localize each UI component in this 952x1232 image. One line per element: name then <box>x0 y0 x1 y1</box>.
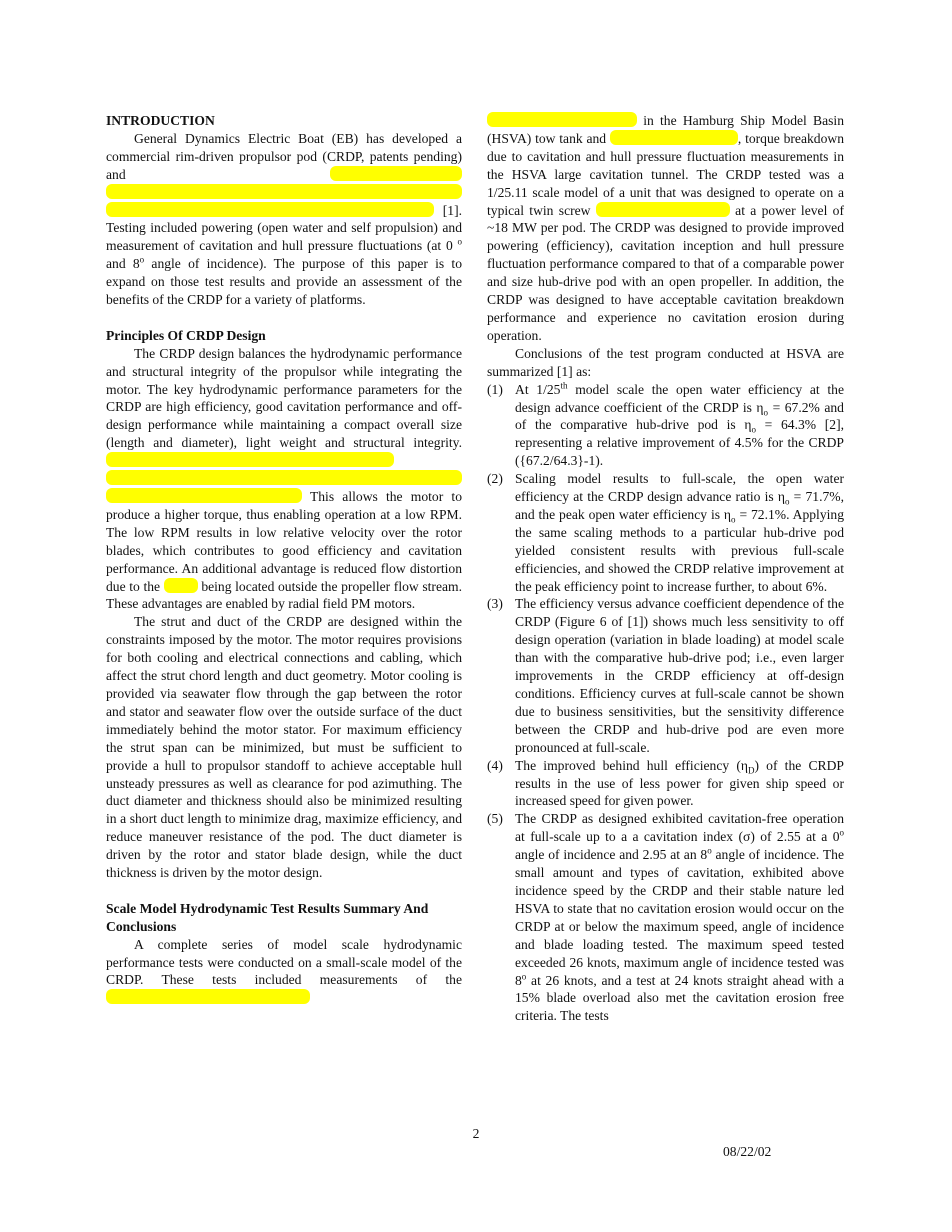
left-column <box>106 112 462 1007</box>
redaction-highlight <box>106 184 462 199</box>
conclusions-intro: Conclusions of the test program conducted at HSVA are summarized [1] as: <box>487 345 844 379</box>
introduction-heading: INTRODUCTION <box>106 113 215 128</box>
principles-paragraph-2: The strut and duct of the CRDP are designed within the constraints imposed by the motor. The motor requires provisions for both cooling and electrical connections and cabling, which affect the strut chord length and duct geometry. Motor cooling is provided via seawater flow through the gap between the rotor and stator and seawater flow over the outside surface of the duct immediately behind the motor stator. For maximum efficiency the strut span can be minimized, but must be sufficient to provide a hull to propulsor standoff to achieve acceptable hull unsteady pressures as well as clearance for pod azimuthing. The duct diameter and thickness should also be minimized resulting in a short duct length to minimize drag, maximize efficiency, and reduce maneuver resistance of the pod. The duct diameter is driven by the rotor and stator blade design, while the duct thickness is driven by the motor design. <box>106 614 462 881</box>
scale-model-heading: Scale Model Hydrodynamic Test Results Summary And Conclusions <box>106 900 429 934</box>
redaction-highlight <box>106 452 394 467</box>
conclusions-list <box>487 381 844 1026</box>
list-item: (3) The efficiency versus advance coefficient dependence of the CRDP (Figure 6 of [1]) shows much less sensitivity to off design operation (variation in blade loading) at model scale than with the comparative hub-drive pod; i.e., even larger improvements in the CRDP efficiency at off-design conditions. Efficiency curves at full-scale cannot be shown due to business sensitivities, but the sensitivity difference between the CRDP and hub-drive pod are even more pronounced at full-scale. <box>487 596 844 755</box>
redaction-highlight <box>487 112 637 127</box>
redaction-highlight <box>106 202 434 217</box>
redaction-highlight <box>596 202 730 217</box>
document-date: 08/22/02 <box>723 1144 772 1159</box>
page-number: 2 <box>472 1126 480 1141</box>
right-column <box>487 112 844 1025</box>
redaction-highlight <box>164 578 198 593</box>
introduction-paragraph: General Dynamics Electric Boat (EB) has developed a commercial rim-driven propulsor pod (CRDP, patents pending) and [1]. Testing included powering (open water and self propulsion) and measurement of cavitation and hull pressure fluctuations (at 0 $^o$ and 8$^o$ angle of incidence). The purpose of this paper is to expand on those test results and provide an assessment of the benefits of the CRDP for a variety of platforms. <box>106 130 462 308</box>
redaction-highlight <box>106 470 462 485</box>
list-item: (1) At 1/25th model scale the open water efficiency at the design advance coefficient of the CRDP is $\eta_o = 67.2\%$ and of the comparative hub-drive pod is $\eta_o = 64.3\%$ [2], representing a relative improvement of 4.5% for the CRDP ({67.2/64.3}-1). <box>487 380 845 469</box>
list-item: (2) Scaling model results to full-scale, the open water efficiency at the CRDP design advance ratio is $\eta_o = 71.7\%$, and the peak open water efficiency is $\eta_o = 72.1\%$. Applying the same scaling methods to a particular hub-drive pod yielded consistent results with previous full-scale efficiencies, and showed the CRDP relative improvement at the peak efficiency point to increase further, to about 6%. <box>487 471 845 594</box>
redaction-highlight <box>330 166 462 181</box>
principles-heading: Principles Of CRDP Design <box>106 327 266 343</box>
test-description-paragraph: in the Hamburg Ship Model Basin (HSVA) tow tank and , torque breakdown due to cavitation and hull pressure fluctuation measurements in the HSVA large cavitation tunnel. The CRDP tested was a 1/25.11 scale model of a unit that was designed to operate on a typical twin screw at a power level of ~18 MW per pod. The CRDP was designed to provide improved powering (efficiency), cavitation inception and hull pressure fluctuation performance compared to that of a comparable power and size hub-drive pod with an open propeller. In addition, the CRDP was designed to have acceptable cavitation breakdown performance and experience no cavitation erosion during operation. <box>487 113 845 343</box>
list-item: (4) The improved behind hull efficiency $(\eta_D)$ of the CRDP results in the use of less power for given ship speed or increased speed for given power. <box>487 757 844 809</box>
principles-paragraph-1: The CRDP design balances the hydrodynamic performance and structural integrity of the propulsor while integrating the motor. The key hydrodynamic performance parameters for the CRDP are high efficiency, good cavitation performance and off-design performance while maintaining a compact overall size (length and diameter), light weight and structural integrity. This allows the motor to produce a higher torque, thus enabling operation at a low RPM. The low RPM results in low relative velocity over the rotor blades, which contributes to good efficiency and cavitation performance. An additional advantage is reduced flow distortion due to the being located outside the propeller flow stream. These advantages are enabled by radial field PM motors. <box>106 345 463 612</box>
list-item: (5) The CRDP as designed exhibited cavitation-free operation at full-scale up to a a cavitation index (σ) of 2.55 at a 0$^o$ angle of incidence and 2.95 at an 8$^o$ angle of incidence. The small amount and types of cavitation, exhibited above incidence speed by the CRDP and their stable nature led HSVA to state that no cavitation erosion would occur on the CRDP at or below the maximum speed, angle of incidence and blade loading tested. The maximum speed tested exceeded 26 knots, maximum angle of incidence tested was 8$^o$ at 26 knots, and a test at 24 knots straight ahead with a 15% blade overload also met the cavitation erosion free criteria. The tests <box>487 811 845 1024</box>
scale-model-paragraph: A complete series of model scale hydrodynamic performance tests were conducted on a small-scale model of the CRDP. These tests included measurements of the <box>106 936 462 1008</box>
redaction-highlight <box>106 989 310 1004</box>
redaction-highlight <box>610 130 738 145</box>
redaction-highlight <box>106 488 302 503</box>
